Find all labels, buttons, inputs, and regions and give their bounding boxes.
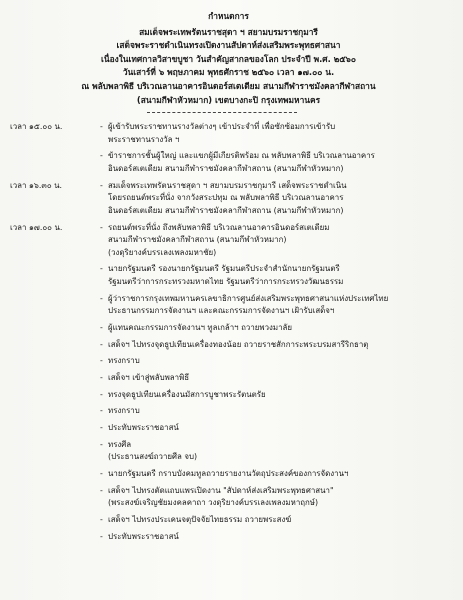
- schedule-item-text: [108, 293, 435, 318]
- schedule-item-text: [108, 222, 435, 260]
- schedule-item-text: [108, 439, 435, 464]
- schedule-item-line: ข้าราชการชั้นผู้ใหญ่ และแขกผู้มีเกียรติพร้อม ณ พลับพลาพิธี บริเวณลานอาคาร: [108, 151, 375, 161]
- bullet-dash: -: [100, 406, 103, 416]
- schedule-item-line: ทรงศีล: [108, 439, 132, 449]
- schedule-item-line: อินดอร์สเตเดียม สนามกีฬาราชมังคลากีฬาสถาน (สนามกีฬาหัวหมาก): [108, 205, 344, 215]
- header-line: เนื่องในเทศกาลวิสาขบูชา วันสำคัญสากลของโลก ประจำปี พ.ศ. ๒๕๖๐: [100, 53, 356, 64]
- schedule-item-line: รัฐมนตรีว่าการกระทรวงมหาดไทย รัฐมนตรีว่าการกระทรวงวัฒนธรรม: [108, 277, 344, 287]
- schedule-item-line: สนามกีฬาราชมังคลากีฬาสถาน (สนามกีฬาหัวหมาก): [108, 235, 287, 245]
- schedule-item-text: [108, 150, 435, 175]
- schedule-item-line: อินดอร์สเตเดียม สนามกีฬาราชมังคลากีฬาสถาน (สนามกีฬาหัวหมาก): [108, 164, 344, 174]
- schedule-item-line: นายกรัฐมนตรี รองนายกรัฐมนตรี รัฐมนตรีประจำสำนักนายกรัฐมนตรี: [108, 264, 340, 274]
- bullet-dash: -: [100, 339, 103, 349]
- header-line: สมเด็จพระเทพรัตนราชสุดา ฯ สยามบรมราชกุมารี: [139, 26, 318, 37]
- schedule-time: เวลา ๑๗.๐๐ น.: [10, 222, 63, 232]
- schedule-time: เวลา ๑๖.๓๐ น.: [10, 180, 63, 190]
- schedule-item-text: [108, 339, 435, 352]
- schedule-item-text: [108, 372, 435, 385]
- bullet-dash: -: [100, 264, 103, 274]
- schedule: [8, 121, 435, 547]
- schedule-item-line: (พระสงฆ์เจริญชัยมงคลคาถา วงดุริยางค์บรรเลงเพลงมหาฤกษ์): [108, 498, 319, 508]
- schedule-item-line: (วงดุริยางค์บรรเลงเพลงมหาชัย): [108, 247, 217, 257]
- schedule-item-line: ผู้ว่าราชการกรุงเทพมหานครเลขาธิการศูนย์ส่งเสริมพระพุทธศาสนาแห่งประเทศไทย: [108, 293, 389, 303]
- schedule-item: [100, 121, 435, 146]
- header-divider: [147, 112, 297, 113]
- schedule-item: [100, 485, 435, 510]
- schedule-items: [100, 180, 435, 222]
- bullet-dash: -: [100, 151, 103, 161]
- schedule-item: [100, 422, 435, 435]
- bullet-dash: -: [100, 222, 103, 232]
- schedule-item: [100, 322, 435, 335]
- schedule-item-line: สมเด็จพระเทพรัตนราชสุดา ฯ สยามบรมราชกุมารี เสด็จพระราชดำเนิน: [108, 180, 347, 190]
- schedule-item-text: [108, 485, 435, 510]
- schedule-item-line: นายกรัฐมนตรี กราบบังคมทูลถวายรายงานวัตถุประสงค์ของการจัดงานฯ: [108, 469, 349, 479]
- bullet-dash: -: [100, 122, 103, 132]
- bullet-dash: -: [100, 293, 103, 303]
- schedule-row: [8, 121, 435, 180]
- schedule-item: [100, 339, 435, 352]
- bullet-dash: -: [100, 469, 103, 479]
- schedule-item: [100, 293, 435, 318]
- schedule-item: [100, 222, 435, 260]
- header-line: ณ พลับพลาพิธี บริเวณลานอาคารอินดอร์สเตเดียม สนามกีฬาราชมังคลากีฬาสถาน: [81, 80, 376, 91]
- schedule-item-line: โดยรถยนต์พระที่นั่ง จากวังสระปทุม ณ พลับพลาพิธี บริเวณลานอาคาร: [108, 193, 344, 203]
- schedule-item-text: [108, 180, 435, 218]
- schedule-row: [8, 180, 435, 222]
- schedule-item: [100, 355, 435, 368]
- schedule-item-line: ประทับพระราชอาสน์: [108, 531, 179, 541]
- bullet-dash: -: [100, 531, 103, 541]
- schedule-item-line: ทรงกราบ: [108, 356, 140, 366]
- schedule-item-line: ผู้แทนคณะกรรมการจัดงานฯ ทูลเกล้าฯ ถวายพวงมาลัย: [108, 323, 292, 333]
- schedule-item-text: [108, 531, 435, 544]
- schedule-item: [100, 372, 435, 385]
- schedule-item-line: เสด็จฯ ไปทรงตัดแถบแพรเปิดงาน "สัปดาห์ส่งเสริมพระพุทธศาสนา": [108, 485, 334, 495]
- schedule-item-line: เสด็จฯ ไปทรงประเคนจตุปัจจัยไทยธรรม ถวายพระสงฆ์: [108, 515, 292, 525]
- schedule-item: [100, 389, 435, 402]
- bullet-dash: -: [100, 356, 103, 366]
- schedule-item: [100, 180, 435, 218]
- schedule-item-text: [108, 389, 435, 402]
- schedule-item-text: [108, 468, 435, 481]
- schedule-item-text: [108, 322, 435, 335]
- schedule-item-text: [108, 263, 435, 288]
- schedule-item-line: ทรงกราบ: [108, 406, 140, 416]
- schedule-item-line: ประธานกรรมการจัดงานฯ และคณะกรรมการจัดงานฯ เฝ้ารับเสด็จฯ: [108, 306, 335, 316]
- schedule-item-line: ประทับพระราชอาสน์: [108, 423, 179, 433]
- schedule-item-line: (ประธานสงฆ์ถวายศีล จบ): [108, 452, 198, 462]
- schedule-item-text: [108, 422, 435, 435]
- bullet-dash: -: [100, 389, 103, 399]
- schedule-item-line: เสด็จฯ ไปทรงจุดธูปเทียนเครื่องทองน้อย ถวายราชสักการะพระบรมสารีริกธาตุ: [108, 339, 369, 349]
- schedule-item: [100, 514, 435, 527]
- schedule-item-text: [108, 514, 435, 527]
- header-line: วันเสาร์ที่ ๖ พฤษภาคม พุทธศักราช ๒๕๖๐ เวลา ๑๗.๐๐ น.: [122, 67, 335, 78]
- document-header: [8, 10, 435, 107]
- schedule-time: เวลา ๑๕.๐๐ น.: [10, 122, 63, 132]
- bullet-dash: -: [100, 323, 103, 333]
- schedule-row: [8, 222, 435, 548]
- schedule-item: [100, 150, 435, 175]
- bullet-dash: -: [100, 373, 103, 383]
- document-title: กำหนดการ: [208, 11, 249, 21]
- bullet-dash: -: [100, 180, 103, 190]
- schedule-items: [100, 222, 435, 548]
- schedule-item: [100, 263, 435, 288]
- header-line: (สนามกีฬาหัวหมาก) เขตบางกะปิ กรุงเทพมหานคร: [136, 94, 321, 105]
- schedule-item-line: พระราชทานรางวัล ฯ: [108, 134, 180, 144]
- schedule-item-text: [108, 405, 435, 418]
- bullet-dash: -: [100, 485, 103, 495]
- schedule-items: [100, 121, 435, 180]
- schedule-item: [100, 439, 435, 464]
- schedule-item: [100, 468, 435, 481]
- bullet-dash: -: [100, 423, 103, 433]
- header-line: เสด็จพระราชดำเนินทรงเปิดงานสัปดาห์ส่งเสริมพระพุทธศาสนา: [116, 40, 341, 51]
- schedule-item-line: ผู้เข้ารับพระราชทานรางวัลต่างๆ เข้าประจำที่ เพื่อซักซ้อมการเข้ารับ: [108, 122, 336, 132]
- schedule-item-line: เสด็จฯ เข้าสู่พลับพลาพิธี: [108, 373, 190, 383]
- schedule-item: [100, 531, 435, 544]
- bullet-dash: -: [100, 439, 103, 449]
- schedule-item-text: [108, 121, 435, 146]
- schedule-item-text: [108, 355, 435, 368]
- schedule-item-line: รถยนต์พระที่นั่ง ถึงพลับพลาพิธี บริเวณลานอาคารอินดอร์สเตเดียม: [108, 222, 330, 232]
- schedule-item: [100, 405, 435, 418]
- bullet-dash: -: [100, 515, 103, 525]
- schedule-item-line: ทรงจุดธูปเทียนเครื่องนมัสการบูชาพระรัตนตรัย: [108, 389, 266, 399]
